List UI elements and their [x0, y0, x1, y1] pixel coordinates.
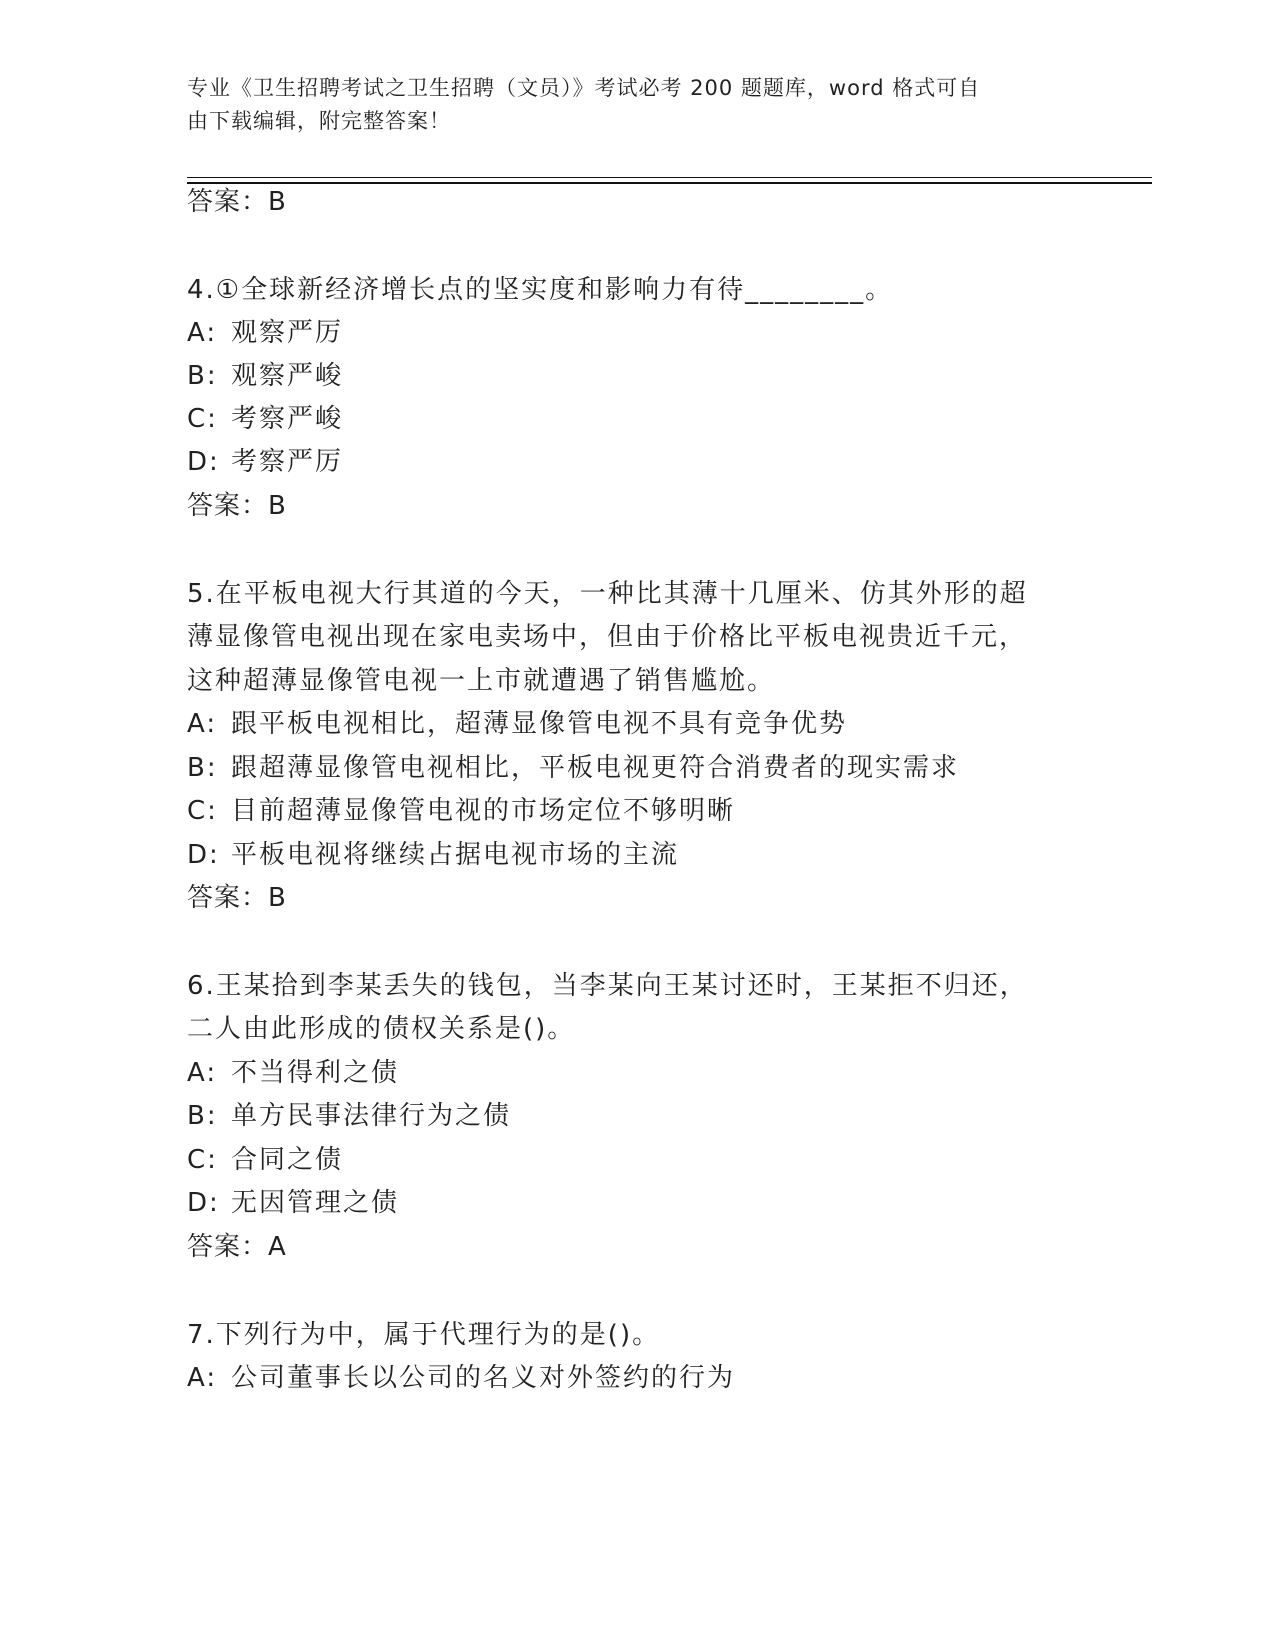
- option-letter: D:: [187, 1188, 220, 1218]
- option-text: 无因管理之债: [231, 1188, 400, 1218]
- option-text: 跟超薄显像管电视相比，平板电视更符合消费者的现实需求: [231, 753, 960, 783]
- q4-option-d: [187, 447, 343, 477]
- q5-option-b: [187, 753, 959, 783]
- q5-stem-line-2: 薄显像管电视出现在家电卖场中，但由于价格比平板电视贵近千元，: [187, 622, 1028, 652]
- option-text: 观察严峻: [231, 361, 344, 391]
- document-header: [187, 72, 1067, 138]
- option-letter: A:: [187, 318, 218, 348]
- option-text: 考察严厉: [231, 447, 344, 477]
- q5-option-d: [187, 840, 679, 870]
- option-text: 考察严峻: [231, 404, 344, 434]
- previous-answer: 答案：B: [187, 187, 287, 217]
- option-letter: C:: [187, 796, 218, 826]
- option-text: 合同之债: [231, 1145, 344, 1175]
- option-letter: B:: [187, 361, 218, 391]
- option-text: 平板电视将继续占据电视市场的主流: [231, 840, 680, 870]
- option-letter: D:: [187, 840, 220, 870]
- option-letter: C:: [187, 1145, 218, 1175]
- q4-stem: 4.①全球新经济增长点的坚实度和影响力有待________。: [187, 275, 894, 305]
- q6-answer: 答案：A: [187, 1232, 287, 1262]
- option-text: 跟平板电视相比，超薄显像管电视不具有竞争优势: [231, 709, 848, 739]
- q6-option-a: [187, 1058, 399, 1088]
- q4-option-a: [187, 318, 343, 348]
- header-line-2: 由下载编辑，附完整答案！: [187, 109, 451, 133]
- q6-option-c: [187, 1145, 343, 1175]
- q6-option-d: [187, 1188, 399, 1218]
- q5-option-a: [187, 709, 847, 739]
- header-divider-thin: [187, 177, 1152, 178]
- option-letter: A:: [187, 709, 218, 739]
- option-text: 不当得利之债: [231, 1058, 400, 1088]
- option-letter: A:: [187, 1058, 218, 1088]
- option-letter: D:: [187, 447, 220, 477]
- option-letter: B:: [187, 753, 218, 783]
- header-divider-thick: [187, 182, 1152, 184]
- q7-stem: 7.下列行为中，属于代理行为的是()。: [187, 1320, 661, 1350]
- q5-stem-line-1: 5.在平板电视大行其道的今天，一种比其薄十几厘米、仿其外形的超: [187, 579, 1028, 609]
- q5-answer: 答案：B: [187, 883, 287, 913]
- header-line-1: 专业《卫生招聘考试之卫生招聘（文员）》考试必考 200 题题库，word 格式可自: [187, 76, 981, 100]
- option-text: 公司董事长以公司的名义对外签约的行为: [231, 1363, 736, 1393]
- q6-stem-line-1: 6.王某拾到李某丢失的钱包，当李某向王某讨还时，王某拒不归还，: [187, 971, 1028, 1001]
- q4-option-c: [187, 404, 343, 434]
- option-text: 目前超薄显像管电视的市场定位不够明晰: [231, 796, 736, 826]
- q5-stem-line-3: 这种超薄显像管电视一上市就遭遇了销售尴尬。: [187, 666, 776, 696]
- option-letter: C:: [187, 404, 218, 434]
- q6-stem-line-2: 二人由此形成的债权关系是()。: [187, 1014, 576, 1044]
- option-text: 观察严厉: [231, 318, 344, 348]
- q7-option-a: [187, 1363, 735, 1393]
- q4-option-b: [187, 361, 343, 391]
- q4-answer: 答案：B: [187, 491, 287, 521]
- option-letter: A:: [187, 1363, 218, 1393]
- option-text: 单方民事法律行为之债: [231, 1101, 512, 1131]
- q5-option-c: [187, 796, 735, 826]
- option-letter: B:: [187, 1101, 218, 1131]
- q6-option-b: [187, 1101, 511, 1131]
